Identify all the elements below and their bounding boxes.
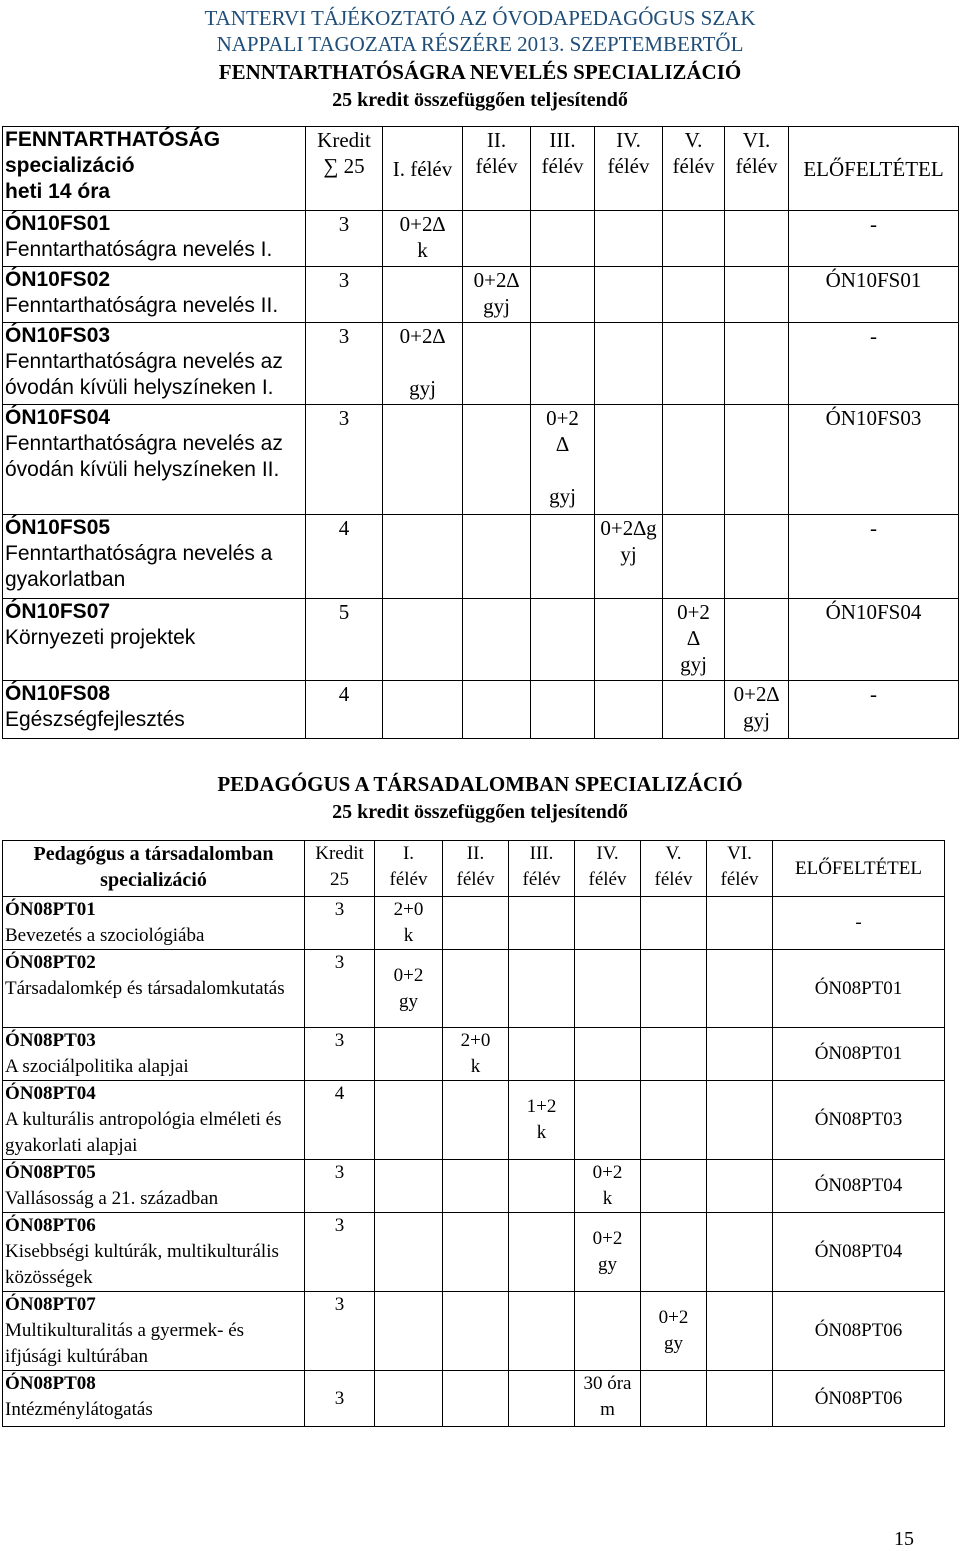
table-row <box>3 211 959 267</box>
table-row <box>3 599 959 681</box>
col-header-sem1: I. félév <box>383 127 463 211</box>
course-cell: ÓN10FS04 Fenntarthatóságra nevelés az óvodán kívüli helyszíneken II. <box>3 405 306 515</box>
table-row <box>3 1160 945 1213</box>
kredit-cell: 4 <box>305 1081 375 1160</box>
table-header-row <box>3 127 959 211</box>
section1-subtitle: 25 kredit összefüggően teljesítendő <box>332 89 628 111</box>
kredit-cell: 3 <box>305 950 375 1028</box>
col-header-sem3: III. félév <box>531 127 595 211</box>
pedagogus-table <box>2 840 945 1427</box>
hours-cell: 0+2 k <box>575 1160 641 1213</box>
course-cell: ÓN08PT03 A szociálpolitika alapjai <box>3 1028 305 1081</box>
course-cell: ÓN10FS07 Környezeti projektek <box>3 599 306 681</box>
prereq-cell: ÓN10FS04 <box>789 599 959 681</box>
kredit-cell: 3 <box>305 1160 375 1213</box>
course-cell: ÓN10FS08 Egészségfejlesztés <box>3 681 306 739</box>
hours-cell: 1+2 k <box>509 1081 575 1160</box>
col-header-name: FENNTARTHATÓSÁG specializáció heti 14 óra <box>3 127 306 211</box>
table-row <box>3 515 959 599</box>
col-header-sem4: IV. félév <box>575 841 641 897</box>
table-row <box>3 1028 945 1081</box>
col-header-prereq: ELŐFELTÉTEL <box>773 841 945 897</box>
col-header-sem2: II. félév <box>463 127 531 211</box>
course-cell: ÓN10FS01 Fenntarthatóságra nevelés I. <box>3 211 306 267</box>
doc-header-line1: TANTERVI TÁJÉKOZTATÓ AZ ÓVODAPEDAGÓGUS SZAK <box>204 6 756 30</box>
hours-cell: 0+2∆g yj <box>595 515 663 599</box>
col-header-kredit: Kredit 25 <box>305 841 375 897</box>
course-cell: ÓN08PT05 Vallásosság a 21. században <box>3 1160 305 1213</box>
col-header-prereq: ELŐFELTÉTEL <box>789 127 959 211</box>
prereq-cell: ÓN10FS01 <box>789 267 959 323</box>
hours-cell: 0+2 gy <box>575 1213 641 1292</box>
hours-cell: 2+0 k <box>375 897 443 950</box>
col-header-sem5: V. félév <box>663 127 725 211</box>
hours-cell: 0+2 gy <box>375 950 443 1028</box>
col-header-kredit: Kredit ∑ 25 <box>306 127 383 211</box>
col-header-name: Pedagógus a társadalomban specializáció <box>3 841 305 897</box>
course-cell: ÓN08PT08 Intézménylátogatás <box>3 1371 305 1427</box>
table-row <box>3 323 959 405</box>
kredit-cell: 3 <box>305 1213 375 1292</box>
table-row <box>3 1213 945 1292</box>
col-header-sem5: V. félév <box>641 841 707 897</box>
kredit-cell: 3 <box>305 1028 375 1081</box>
kredit-cell: 3 <box>306 323 383 405</box>
fenntarthatosag-table <box>2 126 959 739</box>
col-header-sem6: VI. félév <box>707 841 773 897</box>
table-row <box>3 950 945 1028</box>
col-header-sem4: IV. félév <box>595 127 663 211</box>
hours-cell: 2+0 k <box>443 1028 509 1081</box>
table-row <box>3 681 959 739</box>
doc-header-line2: NAPPALI TAGOZATA RÉSZÉRE 2013. SZEPTEMBERTŐL <box>216 32 744 56</box>
hours-cell: 0+2∆ gyj <box>725 681 789 739</box>
prereq-cell: - <box>789 515 959 599</box>
prereq-cell: ÓN08PT06 <box>773 1292 945 1371</box>
hours-cell: 0+2 ∆ gyj <box>663 599 725 681</box>
prereq-cell: ÓN08PT04 <box>773 1160 945 1213</box>
prereq-cell: ÓN08PT04 <box>773 1213 945 1292</box>
col-header-sem1: I. félév <box>375 841 443 897</box>
table-row <box>3 1081 945 1160</box>
table-row <box>3 1292 945 1371</box>
prereq-cell: ÓN08PT06 <box>773 1371 945 1427</box>
prereq-cell: - <box>789 211 959 267</box>
prereq-cell: - <box>789 681 959 739</box>
kredit-cell: 4 <box>306 515 383 599</box>
col-header-sem2: II. félév <box>443 841 509 897</box>
kredit-cell: 3 <box>305 1371 375 1427</box>
hours-cell: 0+2 ∆ gyj <box>531 405 595 515</box>
col-header-sem3: III. félév <box>509 841 575 897</box>
hours-cell: 0+2 gy <box>641 1292 707 1371</box>
section1-title: FENNTARTHATÓSÁGRA NEVELÉS SPECIALIZÁCIÓ <box>218 60 742 84</box>
course-cell: ÓN10FS03 Fenntarthatóságra nevelés az óvodán kívüli helyszíneken I. <box>3 323 306 405</box>
table-row <box>3 405 959 515</box>
kredit-cell: 3 <box>305 897 375 950</box>
table-row <box>3 897 945 950</box>
prereq-cell: ÓN08PT01 <box>773 1028 945 1081</box>
hours-cell: 0+2∆ gyj <box>383 323 463 405</box>
hours-cell: 0+2∆ k <box>383 211 463 267</box>
course-cell: ÓN08PT06 Kisebbségi kultúrák, multikulturális közösségek <box>3 1213 305 1292</box>
course-cell: ÓN08PT04 A kulturális antropológia elméleti és gyakorlati alapjai <box>3 1081 305 1160</box>
table-row <box>3 267 959 323</box>
course-cell: ÓN08PT01 Bevezetés a szociológiába <box>3 897 305 950</box>
kredit-cell: 3 <box>305 1292 375 1371</box>
course-cell: ÓN10FS02 Fenntarthatóságra nevelés II. <box>3 267 306 323</box>
prereq-cell: ÓN08PT03 <box>773 1081 945 1160</box>
kredit-cell: 3 <box>306 211 383 267</box>
prereq-cell: - <box>773 897 945 950</box>
section2-subtitle: 25 kredit összefüggően teljesítendő <box>332 801 628 823</box>
hours-cell: 30 óra m <box>575 1371 641 1427</box>
col-header-sem6: VI. félév <box>725 127 789 211</box>
kredit-cell: 4 <box>306 681 383 739</box>
hours-cell: 0+2∆ gyj <box>463 267 531 323</box>
kredit-cell: 5 <box>306 599 383 681</box>
section2-title: PEDAGÓGUS A TÁRSADALOMBAN SPECIALIZÁCIÓ <box>217 772 743 796</box>
table-header-row <box>3 841 945 897</box>
page-number: 15 <box>894 1528 914 1550</box>
prereq-cell: - <box>789 323 959 405</box>
course-cell: ÓN08PT07 Multikulturalitás a gyermek- és ifjúsági kultúrában <box>3 1292 305 1371</box>
prereq-cell: ÓN08PT01 <box>773 950 945 1028</box>
table-row <box>3 1371 945 1427</box>
prereq-cell: ÓN10FS03 <box>789 405 959 515</box>
kredit-cell: 3 <box>306 267 383 323</box>
course-cell: ÓN10FS05 Fenntarthatóságra nevelés a gyakorlatban <box>3 515 306 599</box>
kredit-cell: 3 <box>306 405 383 515</box>
course-cell: ÓN08PT02 Társadalomkép és társadalomkutatás <box>3 950 305 1028</box>
